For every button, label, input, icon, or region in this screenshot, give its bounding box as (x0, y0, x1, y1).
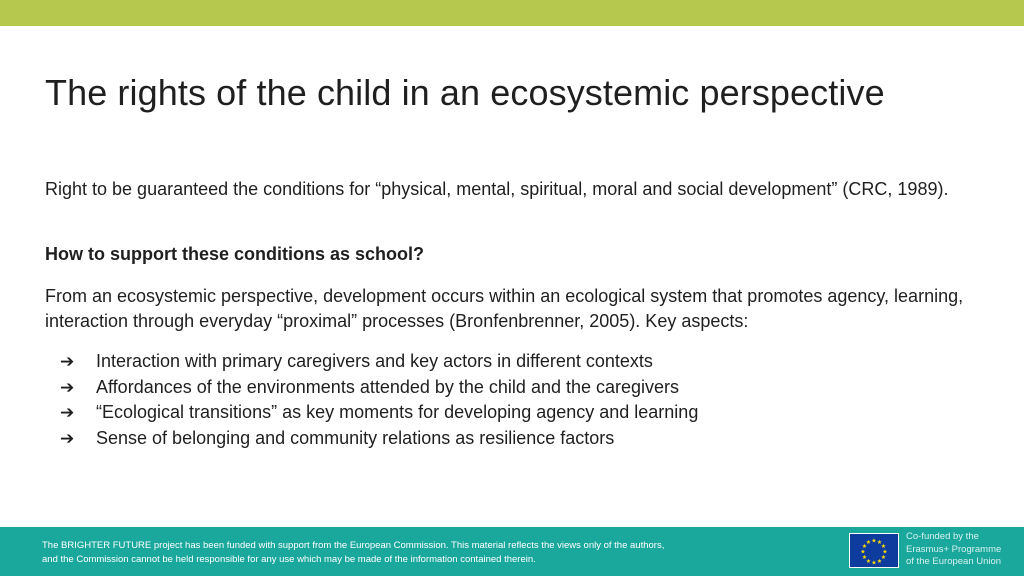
svg-text:★: ★ (871, 537, 877, 545)
list-item-text: Affordances of the environments attended by the child and the caregivers (96, 376, 680, 397)
list-item-text: Sense of belonging and community relations as resilience factors (96, 427, 615, 448)
disclaimer-line: and the Commission cannot be held responsible for any use which may be made of the information contained therein. (42, 554, 536, 565)
svg-text:★: ★ (882, 548, 888, 556)
ecosystemic-paragraph: From an ecosystemic perspective, development occurs within an ecological system that promotes agency, learning, interaction through everyday “proximal” processes (Bronfenbrenner, 2005). Key aspects: (45, 286, 964, 331)
list-item (60, 426, 960, 452)
right-arrow-icon: ➔ (60, 403, 75, 422)
slide-title: The rights of the child in an ecosystemic perspective (45, 72, 885, 113)
list-item (60, 400, 960, 426)
eu-stars-icon (850, 534, 898, 567)
list-item (60, 375, 960, 401)
svg-text:★: ★ (865, 558, 872, 565)
eu-cofunding-label (906, 531, 1021, 569)
svg-text:★: ★ (865, 539, 872, 546)
svg-text:★: ★ (880, 543, 887, 550)
key-aspects-list (60, 349, 960, 451)
eu-label-line: Co-funded by the (906, 531, 979, 542)
eu-label-line: of the European Union (906, 556, 1002, 567)
list-item-text: Interaction with primary caregivers and key actors in different contexts (96, 351, 653, 371)
svg-text:★: ★ (861, 554, 868, 561)
crc-paragraph: Right to be guaranteed the conditions for “physical, mental, spiritual, moral and social development” (CRC, 1989). (45, 179, 949, 199)
right-arrow-icon: ➔ (60, 428, 75, 448)
svg-text:★: ★ (860, 548, 866, 556)
svg-text:★: ★ (876, 558, 883, 565)
svg-text:★: ★ (876, 539, 883, 546)
question-heading: How to support these conditions as school? (45, 244, 425, 264)
funding-disclaimer (42, 539, 762, 567)
disclaimer-line: The BRIGHTER FUTURE project has been funded with support from the European Commission. This material reflects the views only of the authors, (42, 540, 665, 551)
eu-label-line: Erasmus+ Programme (906, 543, 1002, 555)
top-decorative-band (0, 0, 1024, 26)
svg-text:★: ★ (861, 543, 868, 550)
svg-text:★: ★ (871, 559, 877, 567)
right-arrow-icon: ➔ (60, 352, 75, 371)
list-item (60, 349, 960, 375)
right-arrow-icon: ➔ (60, 377, 75, 397)
svg-text:★: ★ (880, 554, 887, 561)
eu-flag-icon (849, 533, 899, 568)
list-item-text: “Ecological transitions” as key moments for developing agency and learning (96, 402, 699, 422)
